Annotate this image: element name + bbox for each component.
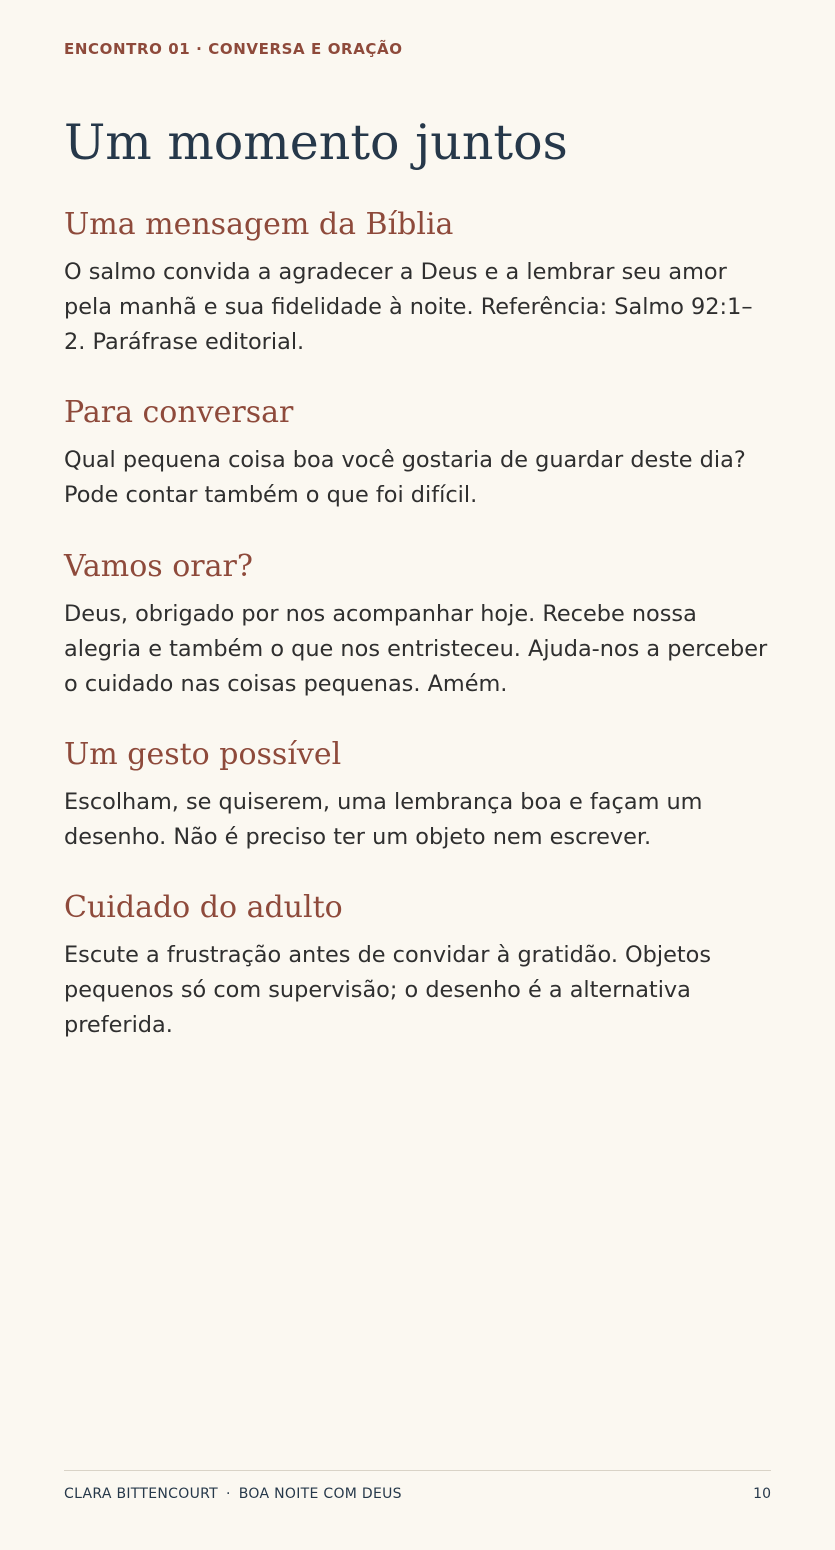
section-adult-care: [64, 888, 771, 1043]
section-heading: Vamos orar?: [64, 549, 253, 584]
footer-separator: ·: [225, 1486, 231, 1502]
page-title: Um momento juntos: [64, 114, 568, 171]
section-conversation: [64, 393, 771, 513]
footer-divider: [64, 1470, 771, 1471]
section-heading: Uma mensagem da Bíblia: [64, 207, 454, 242]
running-footer: [64, 1486, 402, 1502]
section-body: Escolham, se quiserem, uma lembrança boa e façam um desenho. Não é preciso ter um objeto nem escrever.: [64, 789, 703, 850]
section-body: Deus, obrigado por nos acompanhar hoje. Recebe nossa alegria e também o que nos entristeceu. Ajuda-nos a perceber o cuidado nas coisas pequenas. Amém.: [64, 601, 768, 697]
section-prayer: [64, 547, 771, 702]
footer-book-title: BOA NOITE COM DEUS: [238, 1486, 402, 1502]
section-body: O salmo convida a agradecer a Deus e a lembrar seu amor pela manhã e sua fidelidade à noite. Referência: Salmo 92:1–2. Paráfrase editorial.: [64, 259, 753, 355]
book-page: [64, 0, 771, 1550]
section-heading: Para conversar: [64, 395, 294, 430]
chapter-eyebrow: ENCONTRO 01 · CONVERSA E ORAÇÃO: [64, 40, 403, 58]
section-gesture: [64, 735, 771, 855]
section-bible-message: [64, 205, 771, 360]
section-body: Escute a frustração antes de convidar à gratidão. Objetos pequenos só com supervisão; o desenho é a alternativa preferida.: [64, 942, 712, 1038]
section-body: Qual pequena coisa boa você gostaria de guardar deste dia? Pode contar também o que foi difícil.: [64, 447, 746, 508]
section-heading: Cuidado do adulto: [64, 890, 343, 925]
footer-author: CLARA BITTENCOURT: [64, 1486, 218, 1502]
section-heading: Um gesto possível: [64, 737, 342, 772]
page-number: 10: [753, 1486, 771, 1502]
